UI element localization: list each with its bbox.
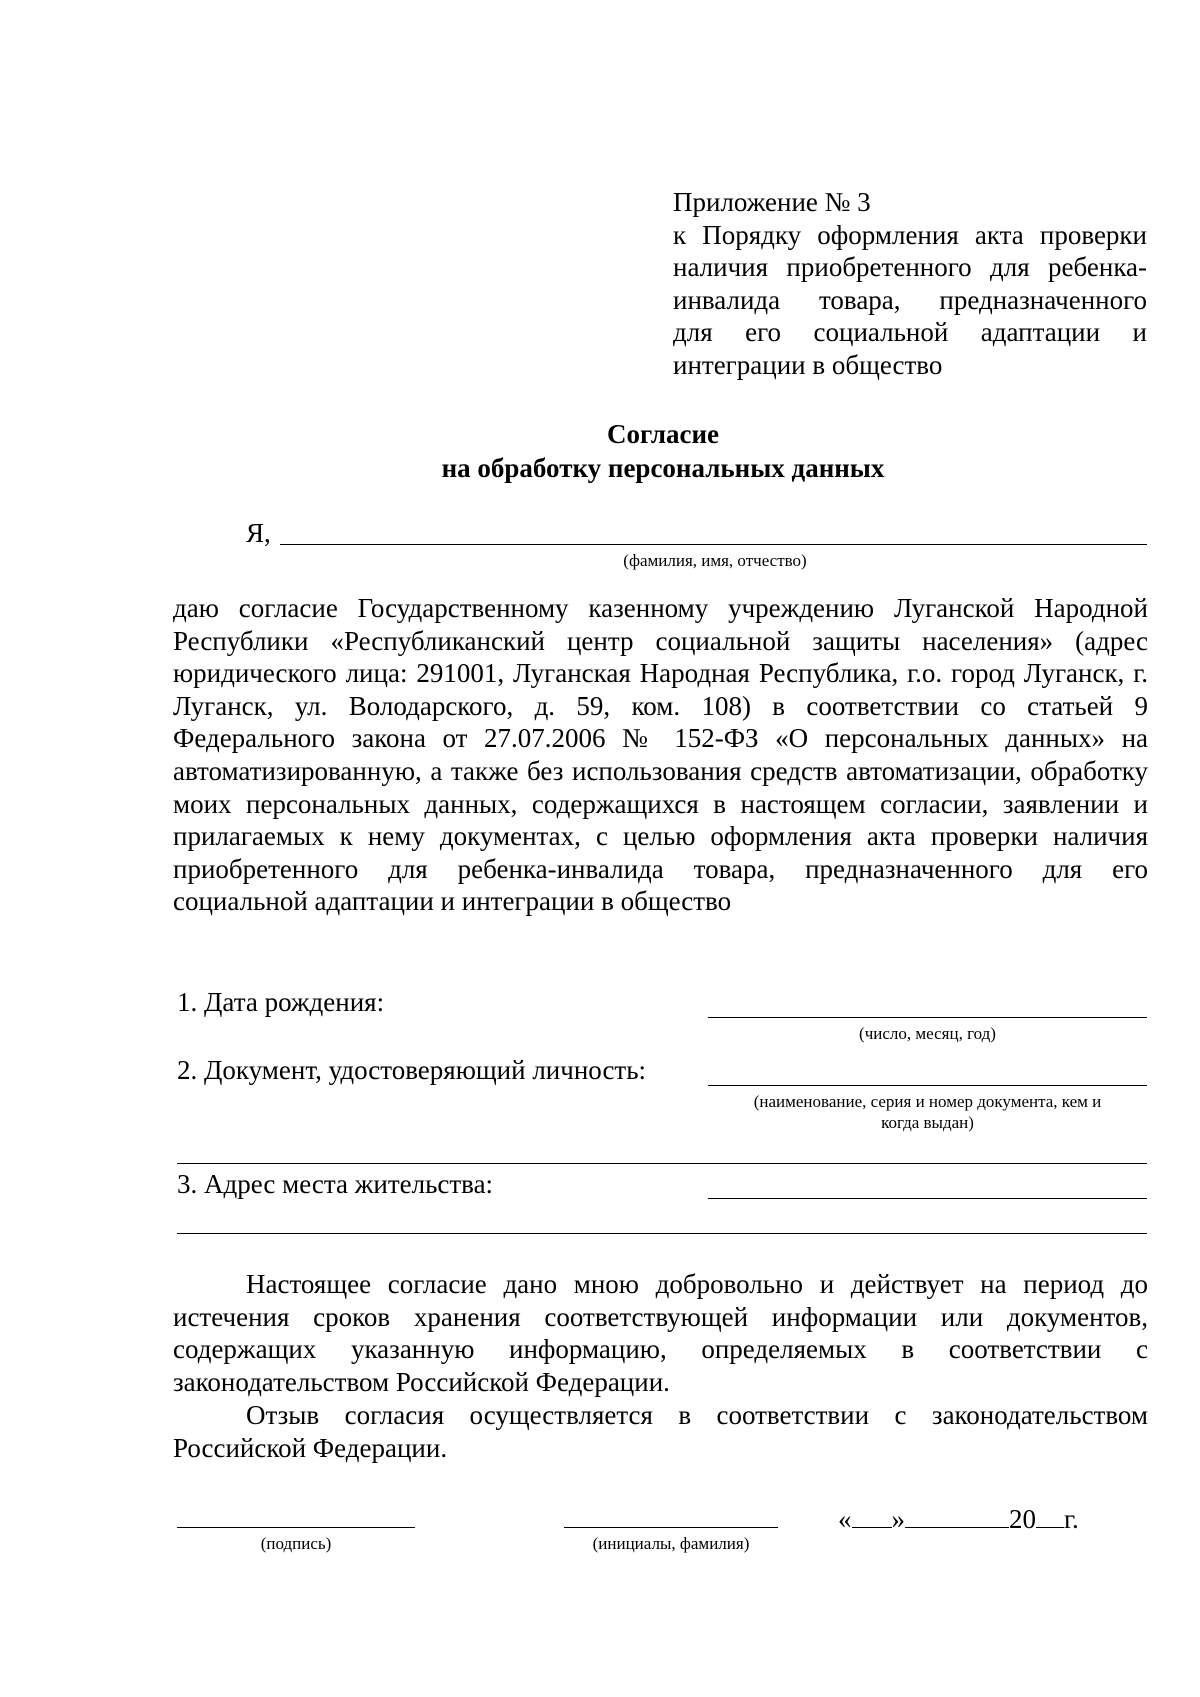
consent-text: даю согласие Государственному казенному учреждению Луганской Народной Республики «Республиканский центр социальной защиты населения» (адрес юридического лица: 291001, Луганская Народная Республика, г.о. город Луганск, г. Луганск, ул. Володарского, д. 59, ком. 108) в соответствии со статьей 9 Федерального закона от 27.07.2006 № 152-ФЗ «О персональных данных» на автоматизированную, а также без использования средств автоматизации, обработку моих персональных данных, содержащихся в настоящем согласии, заявлении и прилагаемых к нему документах, с целью оформления акта проверки наличия приобретенного для ребенка-инвалида товара, предназначенного для его социальной адаптации и интеграции в общество [173,593,1148,917]
signature-field[interactable] [177,1527,415,1528]
initials-surname-field[interactable] [564,1527,778,1528]
appendix-number: Приложение № 3 [673,187,871,217]
date-year-blank[interactable] [1036,1505,1064,1528]
applicant-prefix: Я, [246,518,271,548]
date-month-blank[interactable] [905,1505,1009,1528]
date-close-quote: » [891,1504,905,1534]
identity-document-caption-line: когда выдан) [881,1113,974,1132]
identity-document-field[interactable] [708,1085,1147,1086]
birth-date-label: 1. Дата рождения: [177,987,385,1017]
appendix-ref-line: для его социальной адаптации и [673,317,1147,347]
identity-document-caption [708,1091,1147,1133]
signature-caption: (подпись) [260,1534,332,1553]
appendix-ref-line: интеграции в общество [673,349,943,380]
applicant-name-caption: (фамилия, имя, отчество) [623,551,807,570]
applicant-name-field[interactable] [280,544,1147,545]
identity-document-field-continued[interactable] [177,1163,1147,1164]
validity-paragraph: Настоящее согласие дано мною добровольно и действует на период до истечения сроков хранения соответствующей информации или документов, содержащих указанную информацию, определяемых в соответствии с законодательством Российской Федерации. [173,1269,1148,1397]
appendix-ref-line: наличия приобретенного для ребенка- [673,252,1147,282]
date-suffix: г. [1064,1504,1079,1534]
document-title: Согласие [606,419,720,449]
appendix-header [673,186,1147,381]
date-day-blank[interactable] [852,1505,892,1528]
date-year-prefix: 20 [1009,1504,1036,1534]
address-label: 3. Адрес места жительства: [177,1169,494,1199]
initials-surname-caption: (инициалы, фамилия) [592,1534,750,1553]
date-field [838,1503,1079,1535]
revocation-paragraph: Отзыв согласия осуществляется в соответствии с законодательством Российской Федерации. [173,1400,1148,1463]
birth-date-field[interactable] [708,1017,1147,1018]
date-open-quote: « [838,1504,852,1534]
appendix-ref-line: к Порядку оформления акта проверки [673,219,1147,250]
identity-document-caption-line: (наименование, серия и номер документа, кем и [753,1092,1102,1111]
document-subtitle: на обработку персональных данных [441,453,885,483]
birth-date-caption: (число, месяц, год) [859,1024,996,1043]
address-field[interactable] [708,1198,1147,1199]
appendix-ref-line: инвалида товара, предназначенного [673,284,1147,315]
address-field-continued[interactable] [177,1233,1147,1234]
identity-document-label: 2. Документ, удостоверяющий личность: [177,1055,647,1085]
